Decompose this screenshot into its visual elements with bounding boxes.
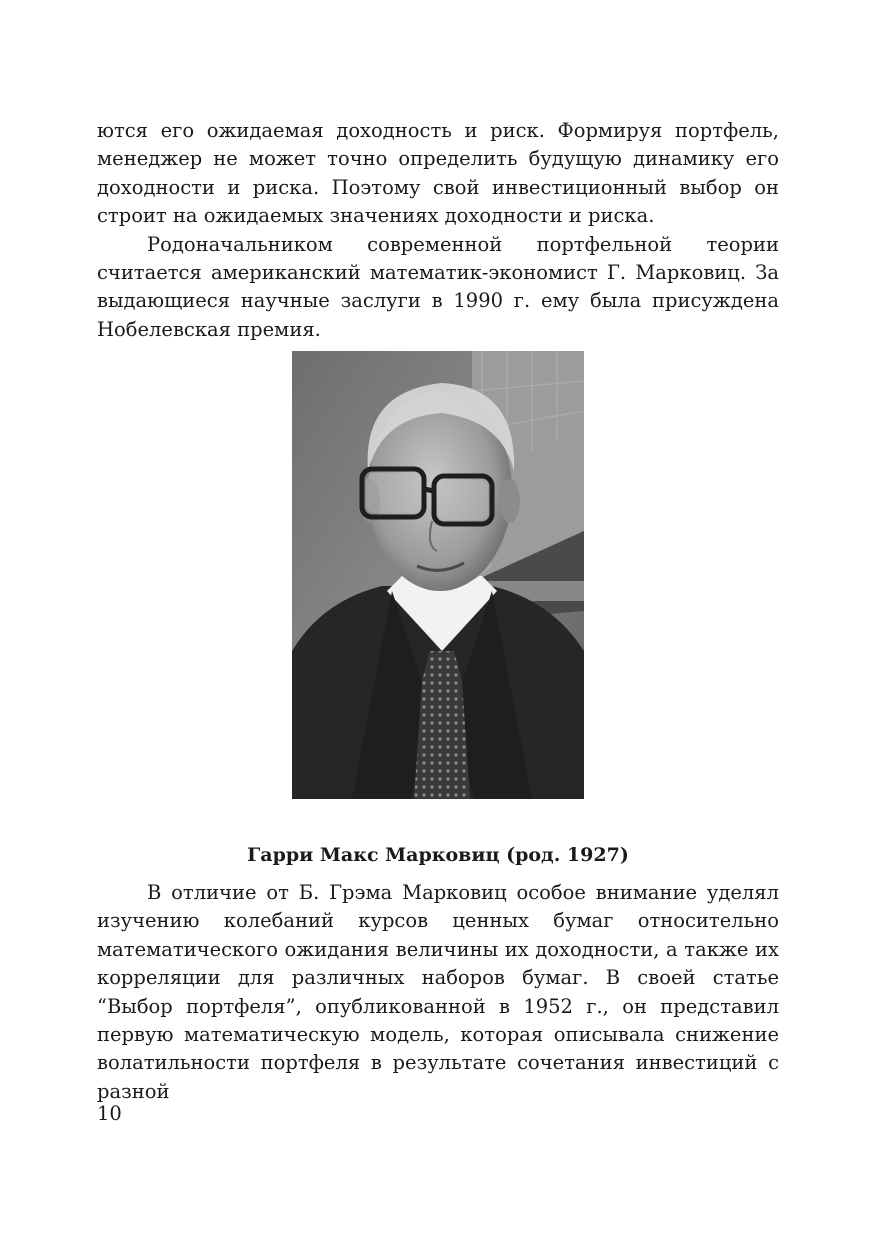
- body-text-bottom: [97, 879, 779, 1106]
- portrait-photo: [292, 351, 584, 799]
- figure-caption: Гарри Макс Марковиц (род. 1927): [247, 844, 629, 866]
- paragraph-markowitz-intro: Родоначальником современной портфельной теории считается американский математик-экономист Г. Марковиц. За выдающиеся научные заслуги в 1990 г. ему была присуждена Нобелевская премия.: [97, 232, 779, 341]
- page-number: 10: [97, 1102, 122, 1125]
- paragraph-continuation: ются его ожидаемая доходность и риск. Формируя портфель, менеджер не может точно определить будущую динамику его доходности и риска. Поэтому свой инвестиционный выбор он строит на ожидаемых значениях доходности и риска.: [97, 119, 779, 228]
- paragraph-markowitz-work: В отличие от Б. Грэма Марковиц особое внимание уделял изучению колебаний курсов ценных бумаг относительно математического ожидания величины их доходности, а также их корреляции для различных наборов бумаг. В своей статье “Выбор портфеля”, опубликованной в 1952 г., он представил первую математическую модель, которая описывала снижение волатильности портфеля в результате сочетания инвестиций с разной: [97, 881, 779, 1103]
- body-text-top: [97, 117, 779, 344]
